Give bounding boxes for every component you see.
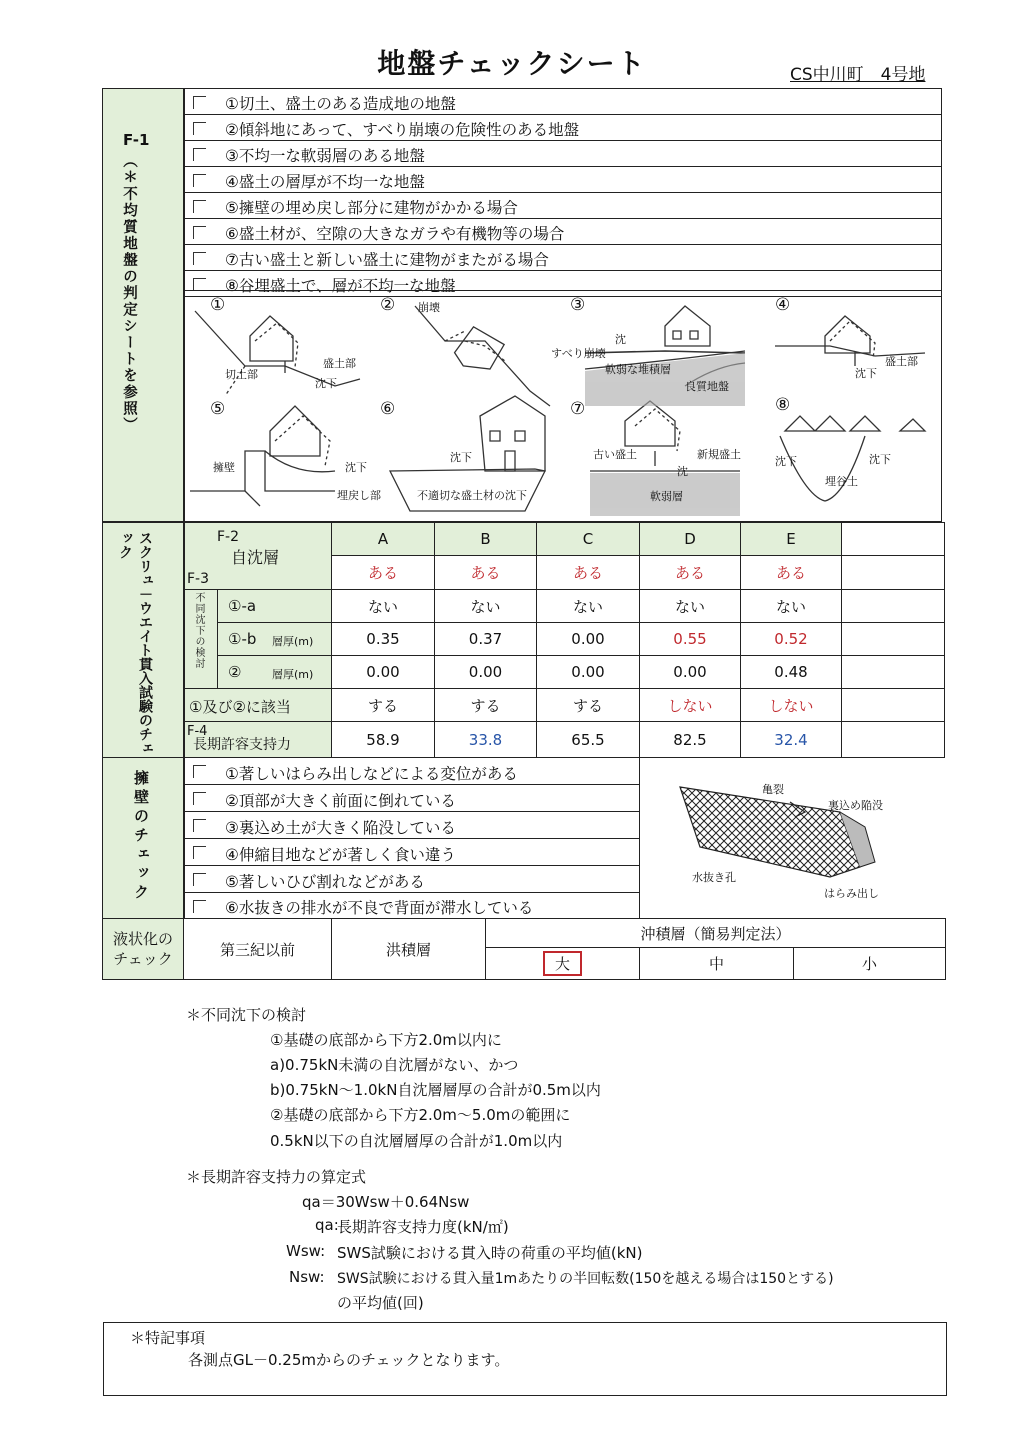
f1-item-label: ①切土、盛土のある造成地の地盤 [225,95,456,113]
settle-note-line: ①基礎の底部から下方2.0m以内に [270,1031,502,1049]
table-cell: 32.4 [740,721,842,758]
table-cell-blank [841,622,945,656]
diagram-label: 新規盛土 [697,448,741,461]
def-desc-continued: の平均値(回) [337,1294,424,1312]
list-item [184,88,942,115]
row-label-text: ② [228,663,242,681]
table-cell-blank [841,688,945,722]
def-term: Wsw: [286,1242,326,1260]
f1-item-label: ③不均一な軟弱層のある地盤 [225,147,425,165]
diagram-number: ① [210,295,226,315]
f2-label: F-2 [217,529,240,545]
special-notes-text: 各測点GL－0.25mからのチェックとなります。 [188,1351,510,1369]
sws-vertical-title: スクリュ－ウエイト貫入試験のチェック [117,531,153,755]
checkbox[interactable] [193,148,206,161]
list-item [184,865,640,893]
def-term: Nsw: [289,1268,325,1286]
special-notes-box [103,1322,947,1396]
col-header-e: E [740,522,842,556]
diagram-label: 切土部 [225,368,258,381]
list-item [184,892,640,919]
diagram-label: 沈下 [450,451,472,464]
diagram-label: 沈 [677,465,688,478]
table-cell: 0.35 [331,622,435,656]
checkbox[interactable] [193,900,206,913]
table-cell: ある [331,555,435,590]
diagram-label: 沈下 [775,455,797,468]
table-cell: 82.5 [639,721,741,758]
table-cell-blank [841,655,945,689]
bearing-formula: qa＝30Wsw＋0.64Nsw [302,1193,470,1211]
checkbox[interactable] [193,174,206,187]
list-item [184,838,640,866]
wall-item-label: ④伸縮目地などが著しく食い違う [225,846,456,864]
row-label [184,688,332,722]
special-notes-title: ＊特記事項 [130,1329,206,1347]
wall-vertical-title: 擁壁のチェック [132,770,150,903]
list-item [184,218,942,245]
def-desc: 長期許容支持力度(kN/㎡) [337,1218,509,1236]
wall-diagram-label: 裏込め陥没 [828,799,883,812]
table-cell: 33.8 [434,721,537,758]
diagram-number: ⑦ [570,399,586,419]
wall-item-label: ①著しいはらみ出しなどによる変位がある [225,765,518,783]
diagram-label: 擁壁 [213,461,235,474]
sws-side-label [102,522,184,758]
table-cell: ある [639,555,741,590]
table-cell: する [536,688,640,722]
diagram-label: 沈下 [315,377,337,390]
wall-diagram-label: はらみ出し [824,887,879,900]
diagram-number: ④ [775,295,791,315]
wall-checklist [184,757,640,919]
liq-alluvial-header: 沖積層（簡易判定法） [485,918,946,948]
diagram-label: 古い盛土 [593,448,637,461]
row-label [217,589,332,623]
liq-level-large-cell [485,947,640,980]
diagram-label: 盛土部 [323,357,356,370]
diagram-label: 沈 [615,333,626,346]
checkbox[interactable] [193,96,206,109]
table-cell: しない [639,688,741,722]
row-label [217,622,332,656]
liq-diluvial: 洪積層 [331,918,486,980]
col-header-d: D [639,522,741,556]
diagram-number: ② [380,295,396,315]
f1-checklist [184,88,944,294]
settle-note-line: b)0.75kN～1.0kN自沈層層厚の合計が0.5m以内 [270,1081,601,1099]
diagram-label: 盛土部 [885,355,918,368]
f1-item-label: ④盛土の層厚が不均一な地盤 [225,173,425,191]
list-item [184,784,640,812]
def-term: qa: [315,1216,339,1234]
f1-item-label: ⑤擁壁の埋め戻し部分に建物がかかる場合 [225,199,518,217]
checkbox[interactable] [193,792,206,805]
f1-label: F-1 [123,131,150,149]
table-cell: 58.9 [331,721,435,758]
table-cell: 0.00 [434,655,537,689]
diagram-label: すべり崩壊 [551,347,606,360]
liquefaction-label-text: 液状化のチェック [112,930,173,968]
f3-label: F-3 [187,571,210,587]
list-item [184,244,942,271]
f2-title: 自沈層 [231,548,280,567]
wall-diagram-label: 水抜き孔 [692,871,736,884]
wall-side-label [102,757,184,919]
diagram-label: 崩壊 [418,301,440,314]
table-cell: ある [434,555,537,590]
wall-diagram [640,757,945,919]
bearing-notes-title: ＊長期許容支持力の算定式 [186,1168,367,1186]
diagram-number: ⑤ [210,399,226,419]
f1-item-label: ⑧谷埋盛土で、層が不均一な地盤 [225,277,456,295]
checkbox[interactable] [193,200,206,213]
f1-item-label: ②傾斜地にあって、すべり崩壊の危険性のある地盤 [225,121,580,139]
table-cell: ない [331,589,435,623]
f3-vertical: 不同沈下の検討 [193,592,204,669]
diagram-label: 沈下 [869,453,891,466]
table-cell: 0.00 [536,655,640,689]
table-cell-blank [841,721,945,758]
diagram-label: 埋谷土 [825,475,858,488]
row-label [217,655,332,689]
f4-label: F-4 [187,724,208,739]
table-cell: 0.55 [639,622,741,656]
list-item [184,811,640,839]
row-label-text: ①-a [228,597,257,615]
diagram-label: 良質地盤 [685,380,729,393]
table-cell: 0.48 [740,655,842,689]
f2-header [184,522,332,590]
settle-note-line: 0.5kN以下の自沈層層厚の合計が1.0m以内 [270,1132,563,1150]
diagram-label: 軟弱な堆積層 [605,363,671,376]
site-name: CS中川町 4号地 [790,65,926,85]
table-cell-blank [841,555,945,590]
checkbox[interactable] [193,765,206,778]
liq-tertiary: 第三紀以前 [183,918,332,980]
table-cell: 65.5 [536,721,640,758]
table-cell: ない [740,589,842,623]
col-header-c: C [536,522,640,556]
liq-level-large: 大 [543,951,582,976]
col-header-a: A [331,522,435,556]
table-cell: ある [536,555,640,590]
page-title: 地盤チェックシート [377,47,647,80]
row-unit: 層厚(m) [272,668,314,681]
table-cell: ある [740,555,842,590]
f1-item-label: ⑦古い盛土と新しい盛土に建物がまたがる場合 [225,251,549,269]
table-cell: する [434,688,537,722]
f1-vertical-note: （＊不均質地盤の判定シートを参照） [121,153,137,434]
checkbox[interactable] [193,252,206,265]
f1-diagrams [184,290,942,522]
col-header-b: B [434,522,537,556]
row-label-text: ①-b [228,630,257,648]
list-item [184,757,640,785]
liquefaction-label [102,918,184,980]
def-desc: SWS試験における貫入量1mあたりの半回転数(150を越える場合は150とする) [337,1271,834,1287]
settle-note-line: a)0.75kN未満の自沈層がない、かつ [270,1056,519,1074]
f1-item-label: ⑥盛土材が、空隙の大きなガラや有機物等の場合 [225,225,565,243]
diagram-label: 埋戻し部 [337,489,381,502]
diagram-label: 不適切な盛土材の沈下 [417,489,527,502]
table-cell: 0.52 [740,622,842,656]
checkbox[interactable] [193,846,206,859]
table-cell: しない [740,688,842,722]
list-item [184,140,942,167]
wall-item-label: ②頂部が大きく前面に倒れている [225,792,456,810]
checkbox[interactable] [193,226,206,239]
def-desc: SWS試験における貫入時の荷重の平均値(kN) [337,1244,643,1262]
wall-diagram-label: 亀裂 [762,783,784,796]
row-label [184,721,332,758]
table-cell: ない [434,589,537,623]
col-header-blank [841,522,945,556]
list-item [184,192,942,219]
settle-note-line: ②基礎の底部から下方2.0m～5.0mの範囲に [270,1106,571,1124]
row-label-text: 長期許容支持力 [193,737,291,753]
wall-item-label: ③裏込め土が大きく陥没している [225,819,456,837]
table-cell: ない [639,589,741,623]
table-cell: 0.00 [639,655,741,689]
row-unit: 層厚(m) [272,635,314,648]
table-cell: 0.00 [331,655,435,689]
retaining-wall-svg [640,757,945,919]
f1-side-label [102,88,184,522]
table-cell: する [331,688,435,722]
table-cell-blank [841,589,945,623]
list-item [184,114,942,141]
diagram-number: ⑧ [775,395,791,415]
checkbox[interactable] [193,819,206,832]
checkbox[interactable] [193,122,206,135]
liq-level-medium: 中 [639,947,794,980]
row-label-text: ①及び②に該当 [189,698,291,716]
diagram-label: 沈下 [855,367,877,380]
checkbox[interactable] [193,873,206,886]
settle-notes-title: ＊不同沈下の検討 [186,1006,307,1024]
diagram-number: ③ [570,295,586,315]
diagram-label: 軟弱層 [650,490,683,503]
diagram-label: 沈下 [345,461,367,474]
f3-vertical-box [184,589,218,689]
wall-item-label: ⑤著しいひび割れなどがある [225,873,425,891]
liq-level-small: 小 [793,947,946,980]
table-cell: ない [536,589,640,623]
table-cell: 0.00 [536,622,640,656]
diagram-number: ⑥ [380,399,396,419]
wall-item-label: ⑥水抜きの排水が不良で背面が滞水している [225,899,534,917]
table-cell: 0.37 [434,622,537,656]
list-item [184,166,942,193]
